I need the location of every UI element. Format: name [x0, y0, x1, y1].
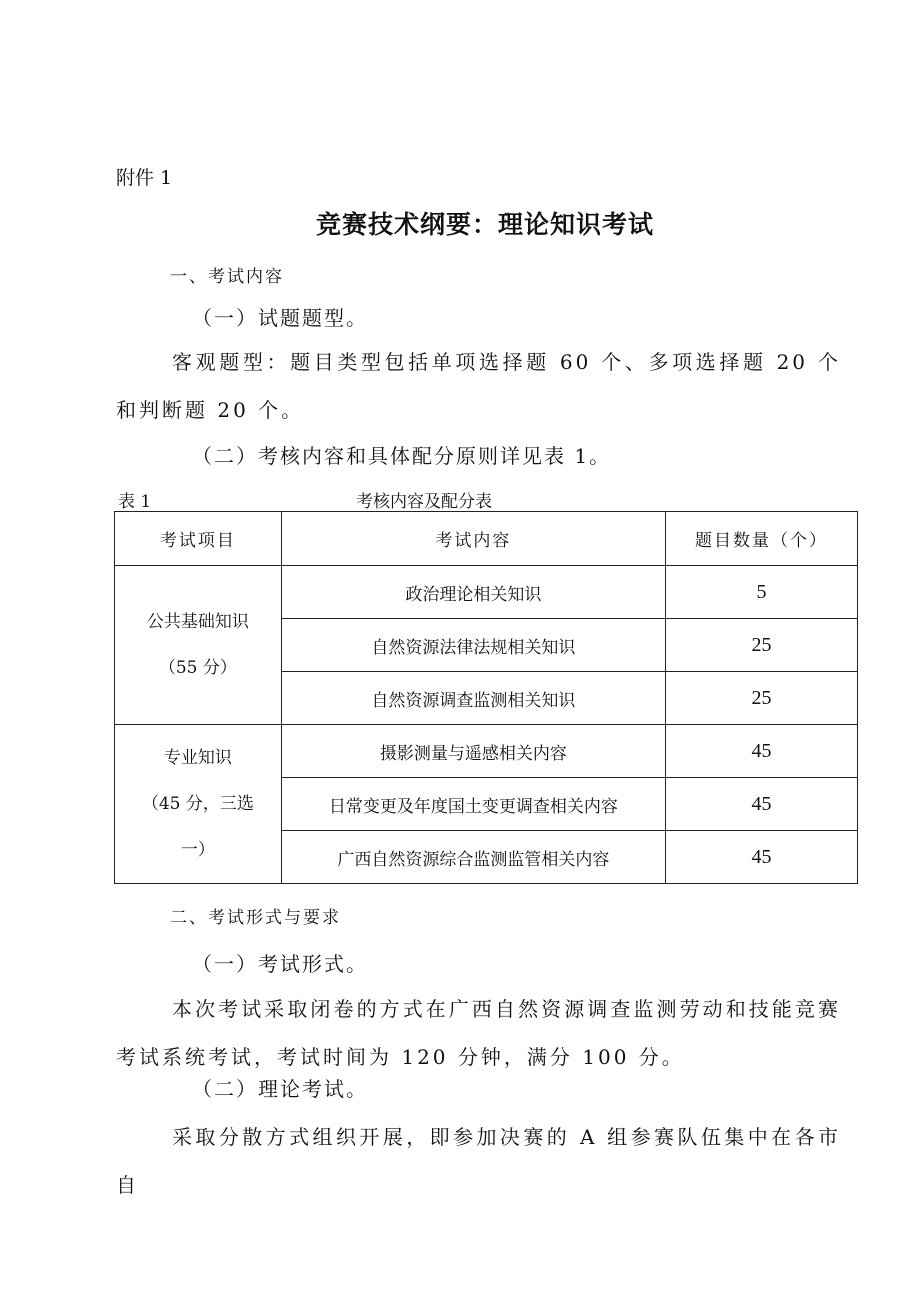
group-score: （55 分） — [158, 658, 237, 678]
count-cell: 25 — [665, 619, 857, 672]
content-cell: 自然资源法律法规相关知识 — [281, 619, 665, 672]
content-cell: 自然资源调查监测相关知识 — [281, 672, 665, 725]
count-cell: 45 — [665, 778, 857, 831]
count-cell: 5 — [665, 566, 857, 619]
table-label: 表 1 — [118, 492, 152, 512]
table-row — [115, 725, 858, 778]
subheading-theory-exam: （二）理论考试。 — [192, 1077, 368, 1101]
group-cell-public-basics — [115, 566, 282, 725]
page-title: 竞赛技术纲要：理论知识考试 — [315, 210, 654, 239]
attachment-label: 附件 1 — [116, 167, 173, 189]
group-cell-professional — [115, 725, 282, 884]
header-exam-item: 考试项目 — [115, 512, 282, 566]
content-cell: 政治理论相关知识 — [281, 566, 665, 619]
table-row — [115, 566, 858, 619]
section-heading-content: 一、考试内容 — [170, 267, 284, 287]
group-name: 专业知识 — [163, 748, 232, 768]
table-header-row — [115, 512, 858, 566]
subheading-scoring: （二）考核内容和具体配分原则详见表 1。 — [192, 444, 612, 468]
section-heading-format: 二、考试形式与要求 — [170, 908, 341, 928]
header-question-count: 题目数量（个） — [665, 512, 857, 566]
paragraph-question-types: 客观题型：题目类型包括单项选择题 60 个、多项选择题 20 个和判断题 20 个。 — [116, 350, 841, 422]
group-score: （45 分，三选一） — [141, 794, 254, 860]
table-caption: 考核内容及配分表 — [356, 492, 492, 512]
paragraph-exam-format: 本次考试采取闭卷的方式在广西自然资源调查监测劳动和技能竞赛考试系统考试，考试时间为 120 分钟，满分 100 分。 — [116, 997, 841, 1069]
count-cell: 25 — [665, 672, 857, 725]
count-cell: 45 — [665, 725, 857, 778]
subheading-exam-format: （一）考试形式。 — [192, 952, 368, 976]
group-name: 公共基础知识 — [146, 612, 249, 632]
count-cell: 45 — [665, 831, 857, 884]
content-cell: 摄影测量与遥感相关内容 — [281, 725, 665, 778]
header-exam-content: 考试内容 — [281, 512, 665, 566]
scoring-table — [114, 511, 858, 884]
content-cell: 日常变更及年度国土变更调查相关内容 — [281, 778, 665, 831]
content-cell: 广西自然资源综合监测监管相关内容 — [281, 831, 665, 884]
paragraph-theory-exam: 采取分散方式组织开展，即参加决赛的 A 组参赛队伍集中在各市自 — [116, 1125, 841, 1197]
subheading-question-types: （一）试题题型。 — [192, 306, 368, 330]
